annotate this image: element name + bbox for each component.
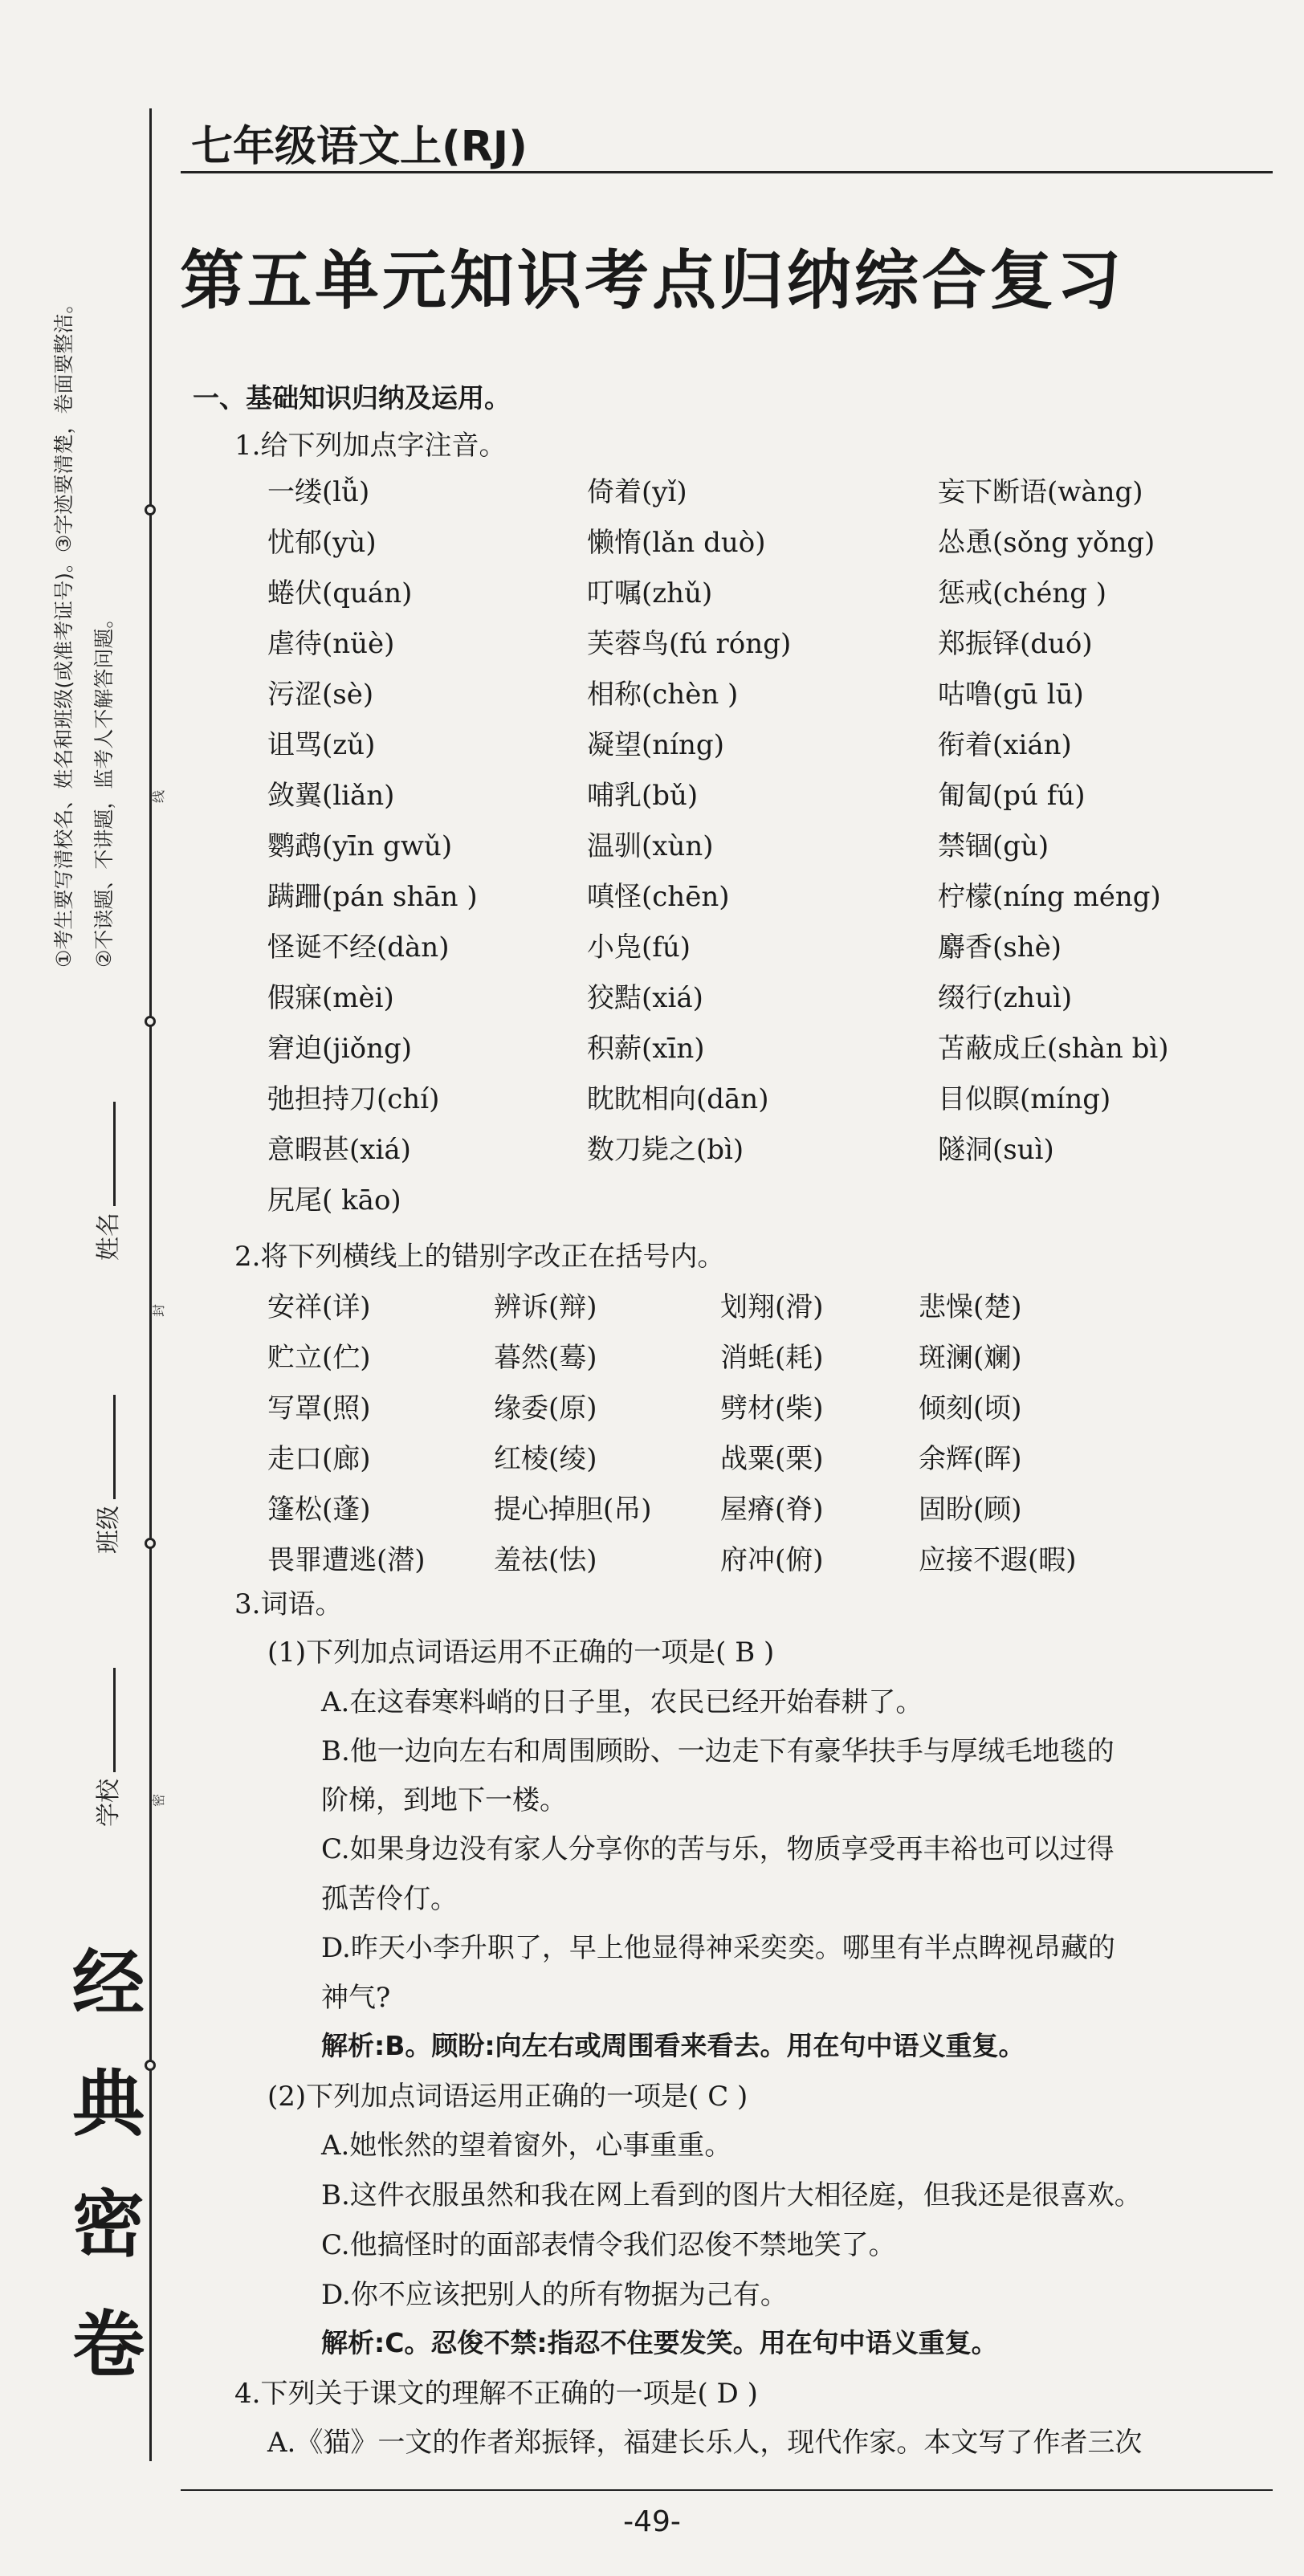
pinyin-item: 鹦鹉(yīn gwǔ) [267, 830, 453, 862]
pinyin-item: 麝香(shè) [938, 931, 1062, 964]
correction-item: 缘委(原) [494, 1392, 597, 1425]
pinyin-item: 柠檬(níng méng) [938, 881, 1161, 913]
option-b: B.他一边向左右和周围顾盼、一边走下有豪华扶手与厚绒毛地毯的 [321, 1735, 1115, 1767]
option-a: A.在这春寒料峭的日子里，农民已经开始春耕了。 [321, 1686, 923, 1718]
correction-item: 划翔(滑) [720, 1291, 824, 1323]
brand-logo: 经典密卷 [72, 1941, 145, 2387]
pinyin-item: 积薪(xīn) [587, 1033, 705, 1065]
option-d-cont: 神气? [321, 1982, 391, 2014]
class-label: 班级 [95, 1506, 123, 1554]
question-3-2: (2)下列加点词语运用正确的一项是( C ) [267, 2081, 748, 2113]
pinyin-item: 诅骂(zǔ) [267, 729, 376, 761]
option-b-cont: 阶梯，到地下一楼。 [321, 1784, 567, 1816]
correction-item: 战粟(栗) [720, 1443, 824, 1475]
grade-label: 七年级语文上(RJ) [191, 123, 528, 171]
correction-item: 写罩(照) [267, 1392, 371, 1425]
pinyin-item: 数刀毙之(bì) [587, 1134, 744, 1166]
cut-mark-xian: 线 [151, 789, 166, 803]
pinyin-item: 衔着(xián) [938, 729, 1072, 761]
pinyin-item: 虐待(nüè) [267, 628, 395, 660]
correction-item: 走口(廊) [267, 1443, 371, 1475]
correction-item: 应接不遐(暇) [919, 1544, 1077, 1576]
pinyin-item: 惩戒(chéng ) [938, 577, 1107, 609]
option-a: A.她怅然的望着窗外，心事重重。 [321, 2130, 732, 2162]
correction-item: 劈材(柴) [720, 1392, 824, 1425]
pinyin-item: 蜷伏(quán) [267, 577, 413, 609]
question-2: 2.将下列横线上的错别字改正在括号内。 [234, 1241, 725, 1273]
option-c-cont: 孤苦伶仃。 [321, 1883, 458, 1915]
pinyin-item: 凝望(níng) [587, 729, 724, 761]
correction-item: 提心掉胆(吊) [494, 1494, 652, 1526]
pinyin-item: 叮嘱(zhǔ) [587, 577, 713, 609]
pinyin-item: 禁锢(gù) [938, 830, 1049, 862]
pinyin-item: 相称(chèn ) [587, 679, 739, 711]
cut-mark-feng: 封 [151, 1303, 166, 1317]
question-4: 4.下列关于课文的理解不正确的一项是( D ) [234, 2378, 758, 2410]
correction-item: 屋瘠(脊) [720, 1494, 824, 1526]
binding-hole [145, 1538, 156, 1549]
pinyin-item: 缀行(zhuì) [938, 982, 1073, 1014]
pinyin-item: 咕噜(gū lū) [938, 679, 1084, 711]
correction-item: 余辉(晖) [919, 1443, 1022, 1475]
pinyin-item: 忧郁(yù) [267, 527, 377, 559]
question-3-1: (1)下列加点词语运用不正确的一项是( B ) [267, 1636, 775, 1669]
pinyin-item: 哺乳(bǔ) [587, 780, 699, 812]
binding-hole [145, 1016, 156, 1027]
pinyin-item: 敛翼(liǎn) [267, 780, 395, 812]
pinyin-item: 苫蔽成丘(shàn bì) [938, 1033, 1169, 1065]
class-field [88, 1395, 124, 1554]
binding-hole [145, 504, 156, 516]
correction-item: 暮然(蓦) [494, 1342, 597, 1374]
pinyin-item: 蹒跚(pán shān ) [267, 881, 478, 913]
school-underline [97, 1668, 116, 1772]
pinyin-item: 尻尾( kāo) [267, 1184, 401, 1217]
correction-item: 畏罪遭逃(潜) [267, 1544, 426, 1576]
analysis-3-2: 解析:C。忍俊不禁:指忍不住要发笑。用在句中语义重复。 [321, 2327, 998, 2358]
pinyin-item: 一缕(lǚ) [267, 476, 370, 508]
pinyin-item: 眈眈相向(dān) [587, 1083, 769, 1115]
correction-item: 安祥(详) [267, 1291, 371, 1323]
correction-item: 篷松(蓬) [267, 1494, 371, 1526]
pinyin-list [267, 470, 1271, 1229]
name-label: 姓名 [95, 1213, 123, 1261]
option-d: D.昨天小李升职了，早上他显得神采奕奕。哪里有半点睥视昂藏的 [321, 1932, 1115, 1964]
correction-list [267, 1285, 1271, 1588]
pinyin-item: 懒惰(lǎn duò) [587, 527, 766, 559]
class-underline [97, 1395, 116, 1499]
correction-item: 悲懆(楚) [919, 1291, 1022, 1323]
school-field [88, 1668, 124, 1827]
option-c: C.如果身边没有家人分享你的苦与乐，物质享受再丰裕也可以过得 [321, 1833, 1115, 1865]
header-rule [181, 171, 1273, 173]
option-c: C.他搞怪时的面部表情令我们忍俊不禁地笑了。 [321, 2229, 896, 2261]
correction-item: 府冲(俯) [720, 1544, 824, 1576]
school-label: 学校 [95, 1779, 123, 1827]
exam-notice-line: ②不读题、不讲题，监考人不解答问题。 [92, 608, 116, 968]
pinyin-item: 匍匐(pú fú) [938, 780, 1086, 812]
pinyin-item: 倚着(yǐ) [587, 476, 687, 508]
page-number: -49- [623, 2505, 681, 2538]
pinyin-item: 意暇甚(xiá) [267, 1134, 411, 1166]
option-a: A.《猫》一文的作者郑振铎，福建长乐人，现代作家。本文写了作者三次 [267, 2427, 1143, 2459]
correction-item: 羞祛(怯) [494, 1544, 597, 1576]
pinyin-item: 小凫(fú) [587, 931, 691, 964]
pinyin-item: 妄下断语(wàng) [938, 476, 1143, 508]
pinyin-item: 狡黠(xiá) [587, 982, 703, 1014]
pinyin-item: 嗔怪(chēn) [587, 881, 730, 913]
footer-rule [181, 2489, 1273, 2491]
exam-notice-line: ①考生要写清校名、姓名和班级(或准考证号)。③字迹要清楚，卷面要整洁。 [52, 293, 75, 968]
pinyin-item: 假寐(mèi) [267, 982, 394, 1014]
name-field [88, 1102, 124, 1261]
correction-item: 倾刻(顷) [919, 1392, 1022, 1425]
correction-item: 辨诉(辩) [494, 1291, 597, 1323]
pinyin-item: 怂恿(sǒng yǒng) [938, 527, 1155, 559]
name-underline [97, 1102, 116, 1206]
correction-item: 贮立(伫) [267, 1342, 371, 1374]
section-heading: 一、基础知识归纳及运用。 [193, 382, 511, 414]
pinyin-item: 温驯(xùn) [587, 830, 714, 862]
pinyin-item: 窘迫(jiǒng) [267, 1033, 413, 1065]
correction-item: 红棱(绫) [494, 1443, 597, 1475]
correction-item: 消蚝(耗) [720, 1342, 824, 1374]
question-3: 3.词语。 [234, 1588, 343, 1620]
pinyin-item: 目似瞑(míng) [938, 1083, 1111, 1115]
pinyin-item: 怪诞不经(dàn) [267, 931, 450, 964]
pinyin-item: 芙蓉鸟(fú róng) [587, 628, 792, 660]
question-1: 1.给下列加点字注音。 [234, 430, 507, 462]
option-d: D.你不应该把别人的所有物据为己有。 [321, 2279, 788, 2311]
option-b: B.这件衣服虽然和我在网上看到的图片大相径庭，但我还是很喜欢。 [321, 2179, 1142, 2211]
cut-mark-mi: 密 [151, 1793, 166, 1807]
pinyin-item: 污涩(sè) [267, 679, 374, 711]
correction-item: 固盼(顾) [919, 1494, 1022, 1526]
pinyin-item: 郑振铎(duó) [938, 628, 1093, 660]
pinyin-item: 隧洞(suì) [938, 1134, 1054, 1166]
page-title: 第五单元知识考点归纳综合复习 [180, 243, 1124, 318]
pinyin-item: 弛担持刀(chí) [267, 1083, 440, 1115]
correction-item: 斑澜(斓) [919, 1342, 1022, 1374]
analysis-3-1: 解析:B。顾盼:向左右或周围看来看去。用在句中语义重复。 [321, 2030, 1025, 2061]
